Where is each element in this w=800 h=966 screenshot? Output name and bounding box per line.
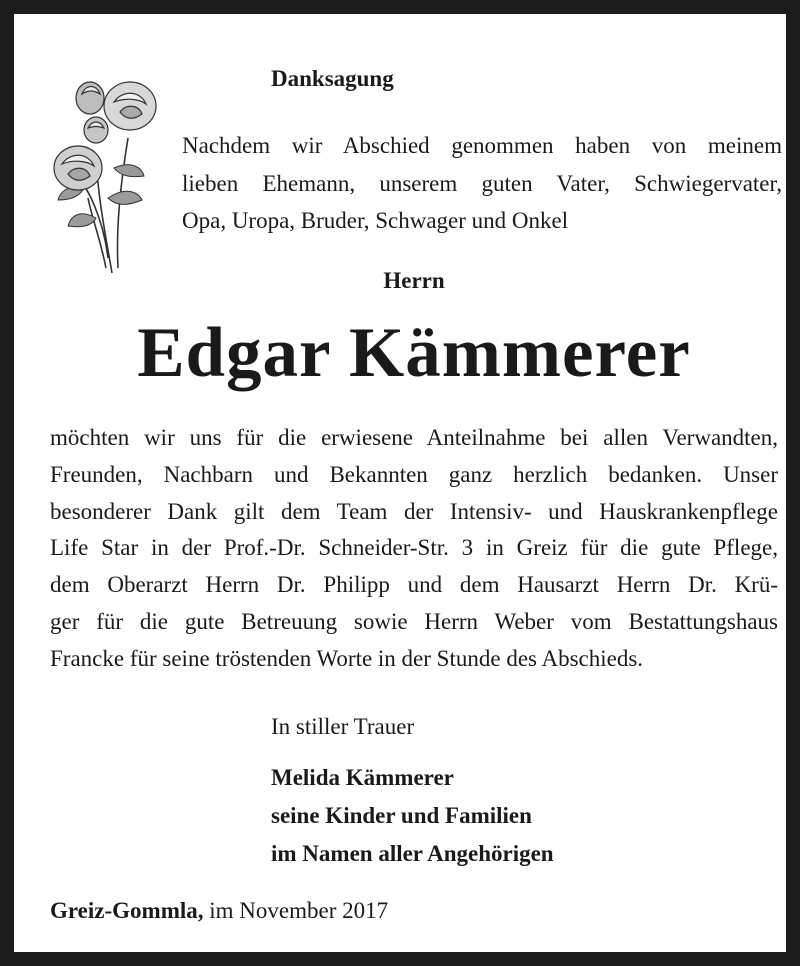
intro-line: Nachdem wir Abschied genommen haben von meinem: [182, 133, 782, 158]
body-line: dem Oberarzt Herrn Dr. Philipp und dem Hausarzt Herrn Dr. Krü-: [50, 572, 778, 598]
intro-line: lieben Ehemann, unserem guten Vater, Schwiegervater,: [182, 170, 782, 196]
intro-line: Opa, Uropa, Bruder, Schwager und Onkel: [182, 208, 569, 233]
body-line: Life Star in der Prof.-Dr. Schneider-Str. 3 in Greiz für die gute Pflege,: [50, 535, 778, 561]
body-line: ger für die gute Betreuung sowie Herrn Weber vom Bestattungshaus: [50, 608, 778, 634]
body-text: [50, 420, 778, 678]
place-date: [50, 898, 388, 924]
body-line: möchten wir uns für die erwiesene Anteilnahme bei allen Verwandten,: [50, 425, 778, 450]
signer: Melida Kämmerer: [271, 765, 454, 790]
signer: seine Kinder und Familien: [271, 803, 532, 828]
signer: im Namen aller Angehörigen: [271, 841, 554, 866]
roses-icon: [48, 68, 160, 278]
date: im November 2017: [209, 898, 389, 923]
body-line: besonderer Dank gilt dem Team der Intensiv- und Hauskrankenpflege: [50, 498, 778, 524]
signers: [271, 759, 554, 873]
salutation: Herrn: [383, 268, 445, 293]
body-line: Freunden, Nachbarn und Bekannten ganz herzlich bedanken. Unser: [50, 461, 778, 487]
intro-text: [182, 127, 782, 240]
mourning-phrase: In stiller Trauer: [271, 714, 415, 739]
place: Greiz-Gommla,: [50, 898, 204, 923]
deceased-name: Edgar Kämmerer: [137, 314, 691, 392]
notice-title: Danksagung: [271, 66, 394, 91]
body-line: Francke für seine tröstenden Worte in der Stunde des Abschieds.: [50, 645, 644, 671]
